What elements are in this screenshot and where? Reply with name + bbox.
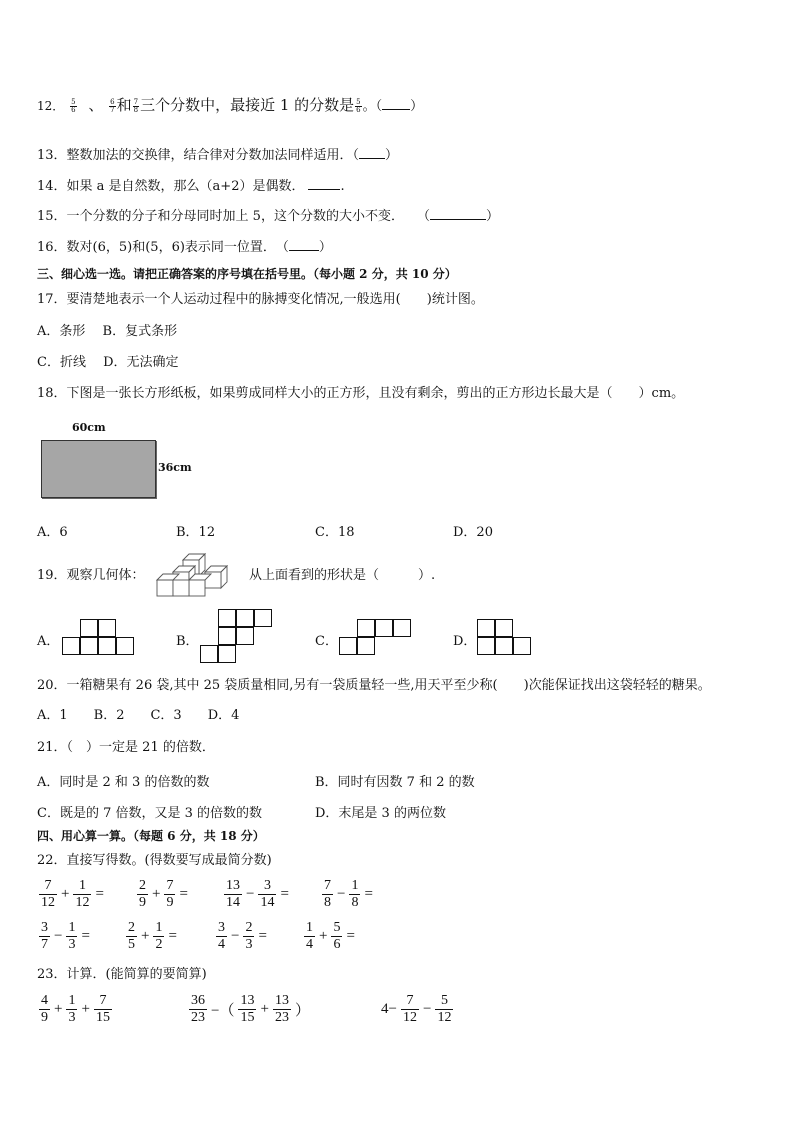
answer-blank[interactable] xyxy=(382,98,410,110)
q21-option-b: B．同时有因数 7 和 2 的数 xyxy=(315,775,475,790)
q21-option-c: C．既是的 7 倍数，又是 3 的倍数的数 xyxy=(37,806,263,821)
q23-expr-3: 4− $\frac{7}{12}$ − $\frac{5}{12}$ xyxy=(381,993,452,1025)
q18-option-b: B．12 xyxy=(176,525,216,540)
q18-option-d: D．20 xyxy=(453,525,493,540)
q21-option-d: D．末尾是 3 的两位数 xyxy=(315,806,446,821)
q22-expr-1: $\frac{7}{12}$ + $\frac{1}{12}$ = xyxy=(41,878,104,910)
section-3-heading: 三、细心选一选。请把正确答案的序号填在括号里。（每小题 2 分，共 10 分） xyxy=(37,267,457,281)
q18-option-a: A．6 xyxy=(37,525,68,540)
q23-expr-1: $\frac{4}{9}$ + $\frac{1}{3}$ + $\frac{7}{15}$ xyxy=(41,993,110,1025)
question-15: 15．一个分数的分子和分母同时加上 5，这个分数的大小不变． （ ） xyxy=(37,209,499,224)
question-23: 23．计算．(能简算的要简算) xyxy=(37,967,207,982)
q23-expr-2: $\frac{36}{23}$ −（ $\frac{13}{15}$ + $\frac{13}{23}$ ） xyxy=(191,993,310,1025)
q22-expr-6: $\frac{2}{5}$ + $\frac{1}{2}$ = xyxy=(128,920,177,952)
q19-option-a-label: A． xyxy=(37,634,60,649)
cube-solid-figure xyxy=(155,550,239,600)
q19-option-d-label: D． xyxy=(453,634,477,649)
question-20: 20．一箱糖果有 26 袋,其中 25 袋质量相同,另有一袋质量轻一些,用天平至少称( )次能保证找出这袋轻轻的糖果。 xyxy=(37,678,711,693)
q17-options-cd: C．折线 D．无法确定 xyxy=(37,355,179,370)
q19-option-c-label: C． xyxy=(315,634,338,649)
question-18: 18．下图是一张长方形纸板，如果剪成同样大小的正方形，且没有剩余，剪出的正方形边长最大是（ ）cm。 xyxy=(37,386,685,401)
question-12: 12． $\frac{5}{6}$ 、 $\frac{6}{7}$ 和 $\frac{7}{8}$ 三个分数中，最接近 1 的分数是 $\frac{5}{6}$ 。（ ） xyxy=(37,96,424,114)
fraction-5-6-answer: $\frac{5}{6}$ xyxy=(356,97,361,114)
fraction-6-7: $\frac{6}{7}$ xyxy=(110,97,115,114)
question-19-suffix: 从上面看到的形状是（ ）. xyxy=(249,568,436,583)
answer-blank[interactable] xyxy=(359,147,385,159)
q22-expr-5: $\frac{3}{7}$ − $\frac{1}{3}$ = xyxy=(41,920,90,952)
rectangle-board xyxy=(41,440,156,498)
q12-number: 12． xyxy=(37,99,65,113)
question-16: 16．数对(6，5)和(5，6)表示同一位置． （ ） xyxy=(37,240,332,255)
answer-blank[interactable] xyxy=(430,208,486,220)
question-21: 21．（ ）一定是 21 的倍数． xyxy=(37,740,215,755)
q22-expr-7: $\frac{3}{4}$ − $\frac{2}{3}$ = xyxy=(218,920,267,952)
fraction-5-6: $\frac{5}{6}$ xyxy=(71,97,76,114)
section-4-heading: 四、用心算一算。（每题 6 分，共 18 分） xyxy=(37,829,265,843)
height-label: 36cm xyxy=(158,461,192,474)
question-17: 17．要清楚地表示一个人运动过程中的脉搏变化情况,一般选用( )统计图。 xyxy=(37,292,484,307)
q20-options: A．1 B．2 C．3 D．4 xyxy=(37,708,240,723)
q18-option-c: C．18 xyxy=(315,525,355,540)
q22-expr-3: $\frac{13}{14}$ − $\frac{3}{14}$ = xyxy=(226,878,289,910)
question-22: 22．直接写得数。(得数要写成最简分数) xyxy=(37,853,272,868)
answer-blank[interactable] xyxy=(289,239,319,251)
q21-option-a: A．同时是 2 和 3 的倍数的数 xyxy=(37,775,210,790)
question-13: 13．整数加法的交换律，结合律对分数加法同样适用．（ ） xyxy=(37,148,399,163)
q19-option-b-label: B． xyxy=(176,634,199,649)
q22-expr-2: $\frac{2}{9}$ + $\frac{7}{9}$ = xyxy=(139,878,188,910)
q17-options-ab: A．条形 B．复式条形 xyxy=(37,324,178,339)
q22-expr-8: $\frac{1}{4}$ + $\frac{5}{6}$ = xyxy=(306,920,355,952)
answer-blank[interactable] xyxy=(308,178,340,190)
width-label: 60cm xyxy=(72,421,106,434)
question-14: 14．如果 a 是自然数，那么（a+2）是偶数． . xyxy=(37,179,345,194)
fraction-7-8: $\frac{7}{8}$ xyxy=(133,97,139,114)
q22-expr-4: $\frac{7}{8}$ − $\frac{1}{8}$ = xyxy=(324,878,373,910)
question-19-prefix: 19．观察几何体： xyxy=(37,568,145,583)
